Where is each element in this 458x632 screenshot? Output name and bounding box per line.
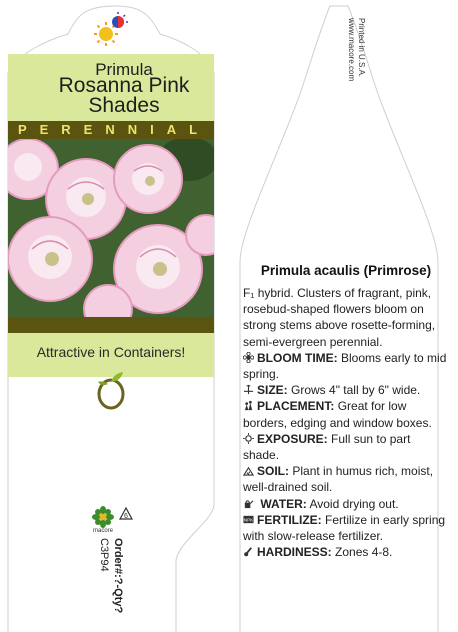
product-code: C3P94 bbox=[98, 538, 110, 572]
order-line: Order#:?-Qty? bbox=[112, 538, 124, 614]
sun-logo-icon bbox=[90, 8, 134, 52]
brand-label: macore bbox=[92, 528, 113, 534]
fertilize-text: Fertilize in early spring with slow-release fertilizer. bbox=[243, 512, 446, 544]
exposure-label: EXPOSURE: bbox=[257, 431, 328, 446]
sun-icon bbox=[243, 433, 254, 444]
svg-text:6: 6 bbox=[124, 513, 128, 520]
care-row-placement bbox=[243, 398, 449, 430]
plant-name-line2: Shades bbox=[88, 94, 160, 117]
macore-logo-icon bbox=[90, 506, 116, 530]
placement-label: PLACEMENT: bbox=[257, 399, 335, 414]
printed-in bbox=[346, 18, 366, 81]
tagline: Attractive in Containers! bbox=[36, 344, 186, 360]
care-row-fertilize bbox=[243, 512, 449, 544]
intro-text: F₁ hybrid. Clusters of fragrant, pink, rosebud-shaped flowers bloom on strong stems above rosette-forming, semi-evergreen perennial. bbox=[243, 286, 436, 349]
water-label: WATER: bbox=[260, 496, 307, 511]
category-label: PERENNIAL bbox=[17, 122, 211, 137]
care-description bbox=[243, 285, 449, 560]
fertilize-label: FERTILIZE: bbox=[257, 512, 322, 527]
water-text: Avoid drying out. bbox=[309, 496, 399, 511]
care-row-hardiness bbox=[243, 544, 449, 560]
soil-text: Plant in humus rich, moist, well-drained soil. bbox=[243, 464, 434, 495]
size-icon bbox=[243, 384, 254, 395]
soil-icon bbox=[243, 465, 254, 476]
size-text: Grows 4" tall by 6" wide. bbox=[291, 383, 421, 398]
botanical-title: Primula acaulis (Primrose) bbox=[260, 263, 432, 278]
printed-line2: www.macore.com bbox=[347, 18, 356, 82]
fertilizer-icon bbox=[243, 514, 254, 525]
care-row-soil bbox=[243, 463, 449, 495]
flower-photo bbox=[8, 139, 214, 317]
bloom-icon bbox=[243, 352, 254, 363]
care-row-exposure bbox=[243, 431, 449, 463]
bloom-label: BLOOM TIME: bbox=[257, 350, 338, 365]
genus-label: Primula bbox=[95, 60, 153, 79]
svg-text:NPK: NPK bbox=[243, 517, 254, 523]
watering-can-icon bbox=[243, 498, 254, 509]
placement-icon bbox=[243, 400, 254, 411]
bloom-text: Blooms early to mid spring. bbox=[243, 350, 447, 382]
plant-name-line1: Rosanna Pink bbox=[58, 74, 190, 97]
exposure-text: Full sun to part shade. bbox=[243, 431, 411, 463]
soil-label: SOIL: bbox=[257, 464, 289, 479]
size-label: SIZE: bbox=[257, 383, 288, 398]
category-bar bbox=[8, 121, 214, 139]
photo-bottom-bar bbox=[8, 317, 214, 333]
care-row-water bbox=[243, 496, 449, 512]
placement-text: Great for low borders, edging and window boxes. bbox=[243, 399, 432, 430]
care-row-size bbox=[243, 382, 449, 398]
recycle-6-icon bbox=[118, 506, 134, 522]
care-row-bloom bbox=[243, 350, 449, 382]
thermometer-icon bbox=[243, 546, 254, 557]
printed-line1: Printed in U.S.A. bbox=[357, 18, 366, 78]
container-icon bbox=[94, 370, 128, 410]
hardiness-text: Zones 4-8. bbox=[335, 545, 393, 560]
hardiness-label: HARDINESS: bbox=[257, 545, 332, 560]
